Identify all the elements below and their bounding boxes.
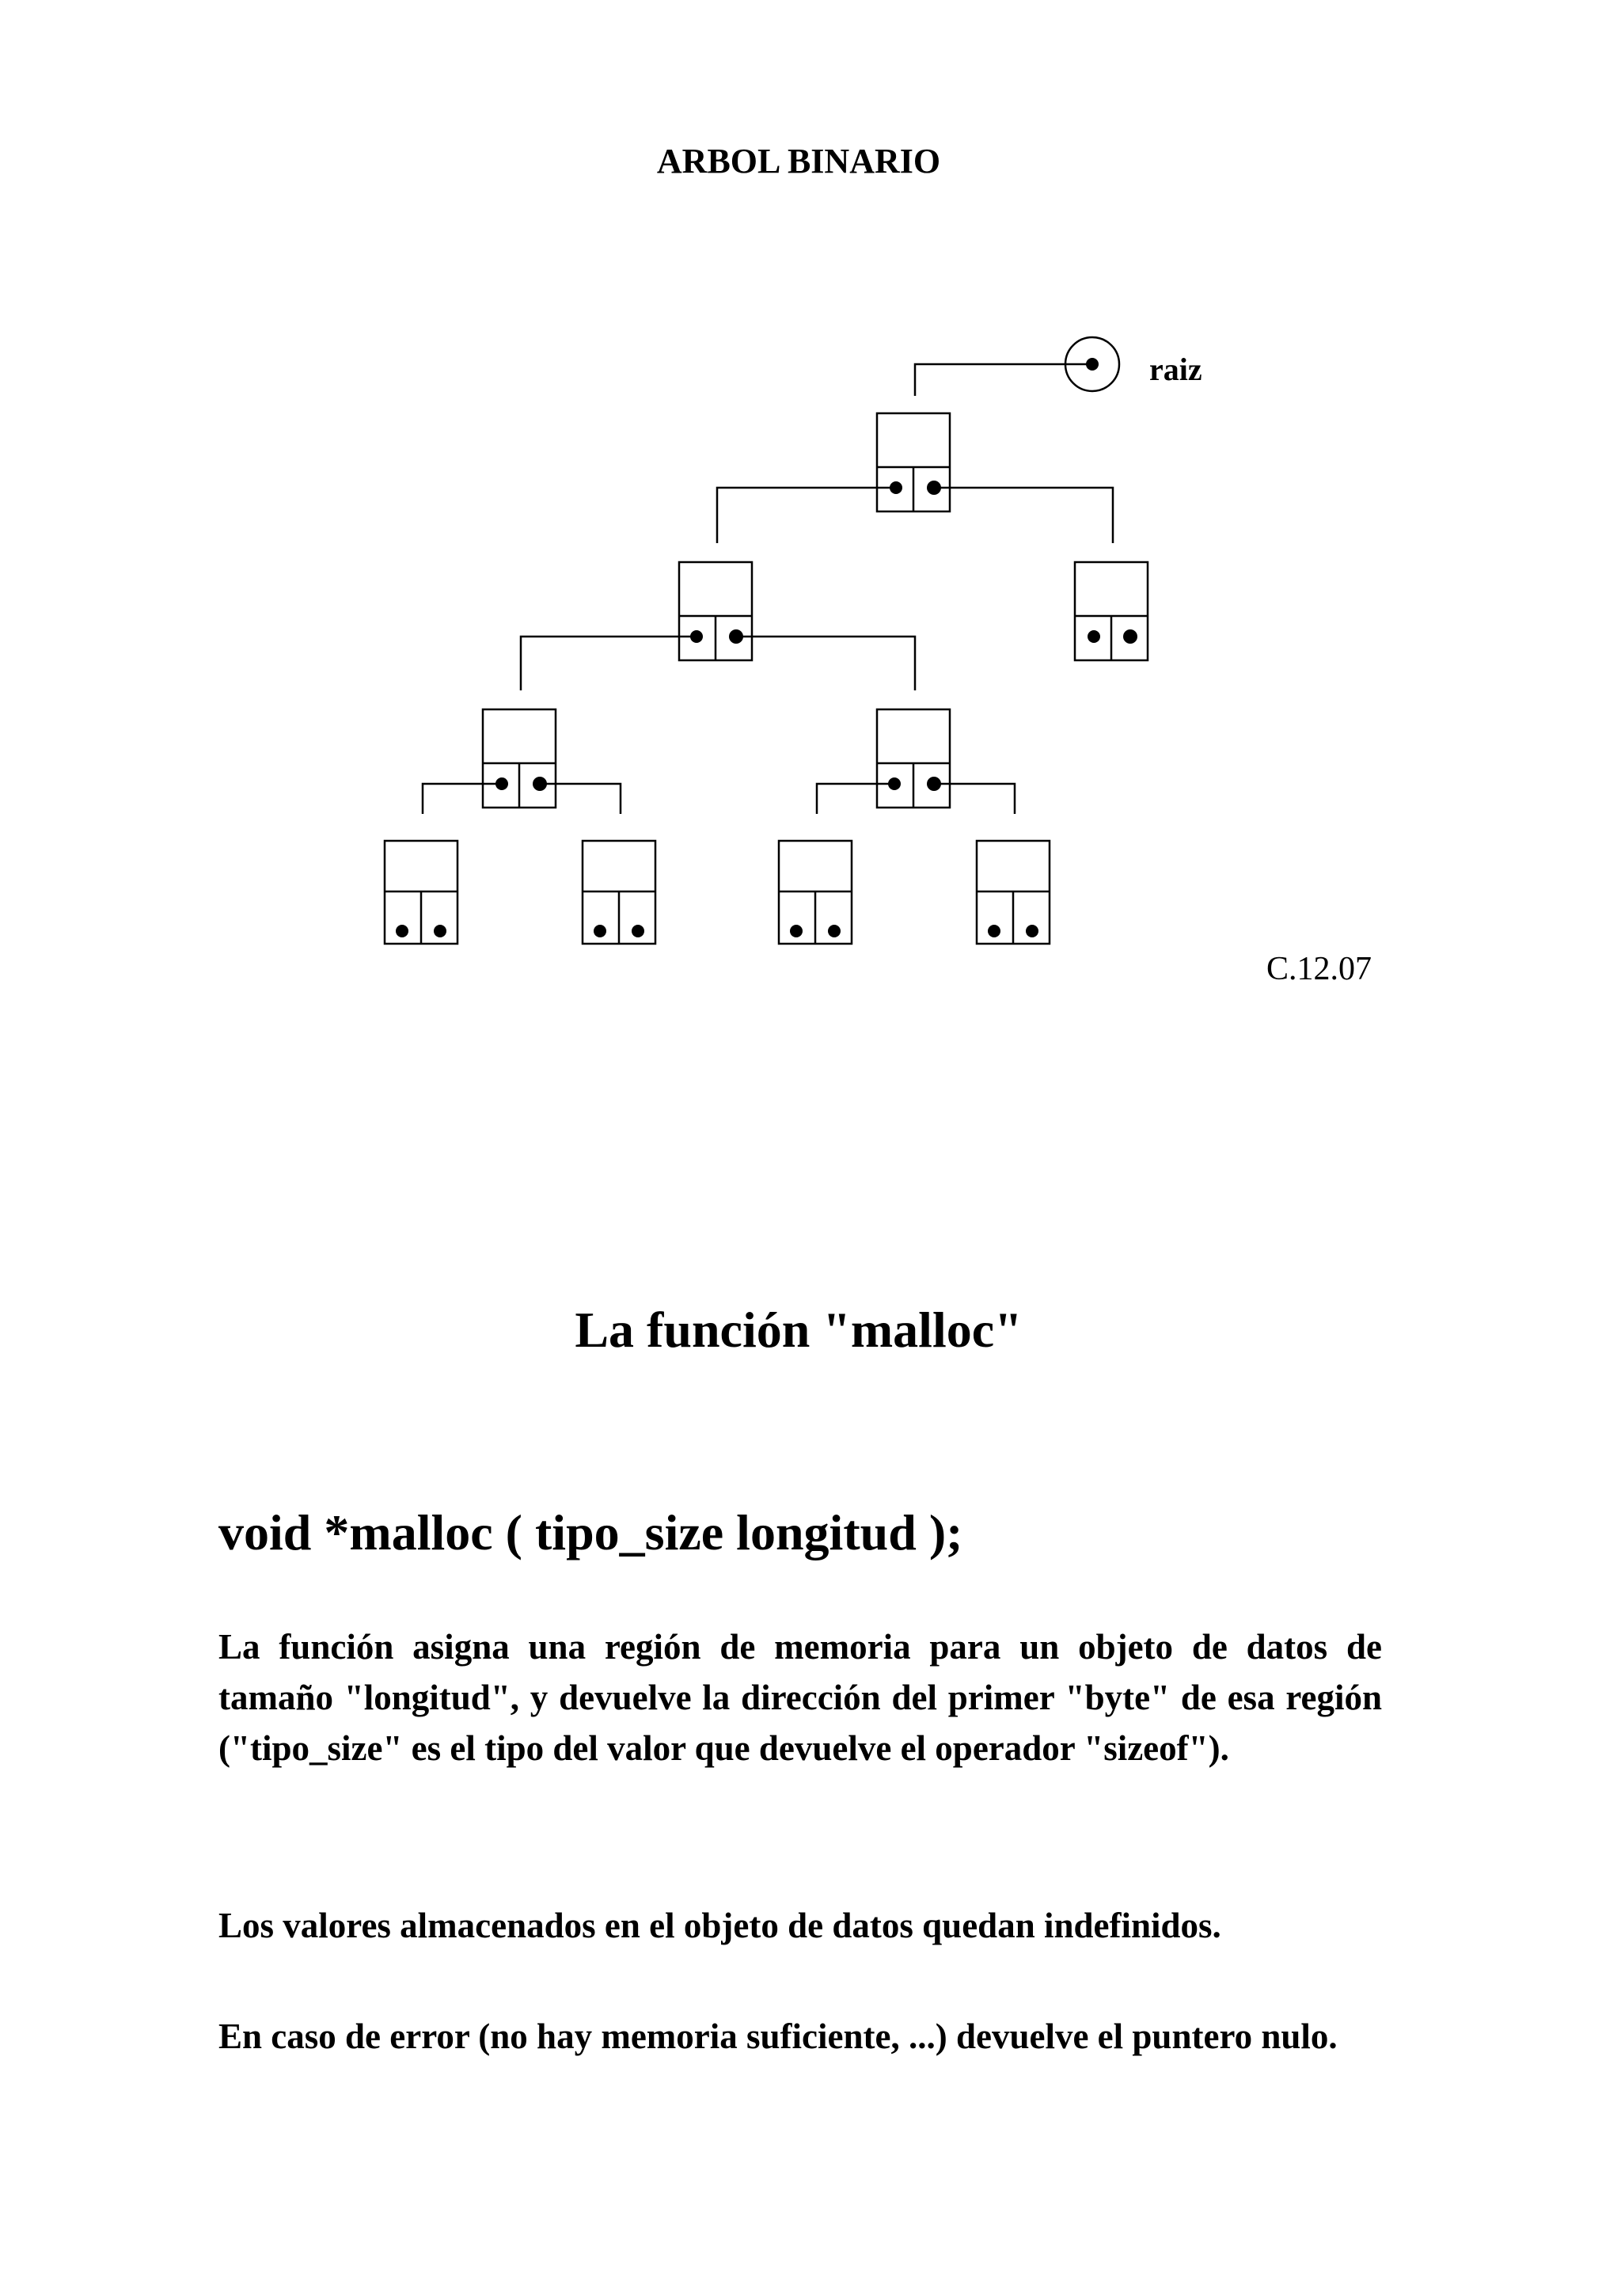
tree-node-n1	[877, 413, 950, 511]
pointer-dot	[594, 925, 606, 937]
section-heading: La función "malloc"	[575, 1302, 1023, 1358]
pointer-dot	[790, 925, 803, 937]
edge-n2-n4	[521, 637, 697, 690]
pointer-dot	[690, 630, 703, 643]
pointer-dot	[1088, 630, 1100, 643]
pointer-dot	[495, 777, 508, 790]
tree-node-n2	[679, 562, 752, 660]
tree-node-n5	[877, 709, 950, 808]
tree-node-n7	[583, 841, 655, 944]
edge-n1-n3	[934, 488, 1113, 543]
tree-node-n6	[385, 841, 457, 944]
edge-n2-n5	[736, 637, 915, 690]
edge-n1-n2	[717, 488, 896, 543]
description-paragraph: La función asigna una región de memoria para un objeto de datos de tamaño "longitud", y devuelve la dirección del primer "byte" de esa región ("tipo_size" es el tipo del valor que devuelve el operador "sizeof").	[218, 1627, 1382, 1768]
root-pointer-label: raiz	[1149, 352, 1202, 387]
pointer-dot	[927, 777, 941, 791]
edge-n5-n8	[817, 784, 894, 814]
tree-node-n3	[1075, 562, 1148, 660]
binary-tree-diagram	[0, 0, 1621, 1029]
error-case-paragraph: En caso de error (no hay memoria suficiente, ...) devuelve el puntero nulo.	[218, 2017, 1338, 2056]
edge-n4-n7	[540, 784, 621, 814]
page-title: ARBOL BINARIO	[656, 142, 941, 181]
pointer-dot	[888, 777, 901, 790]
pointer-dot	[1026, 925, 1038, 937]
pointer-dot	[1086, 358, 1099, 371]
pointer-dot	[1123, 629, 1137, 644]
pointer-dot	[927, 481, 941, 495]
pointer-dot	[632, 925, 644, 937]
edge-n4-n6	[423, 784, 502, 814]
pointer-dot	[434, 925, 446, 937]
undefined-values-paragraph: Los valores almacenados en el objeto de datos quedan indefinidos.	[218, 1906, 1221, 1945]
function-prototype: void *malloc ( tipo_size longitud );	[218, 1504, 963, 1560]
tree-node-n4	[483, 709, 556, 808]
pointer-dot	[729, 629, 743, 644]
pointer-dot	[396, 925, 408, 937]
edge-n5-n9	[934, 784, 1015, 814]
figure-code: C.12.07	[1266, 951, 1372, 987]
pointer-dot	[988, 925, 1000, 937]
pointer-dot	[890, 481, 902, 494]
tree-node-n8	[779, 841, 852, 944]
tree-node-n9	[977, 841, 1050, 944]
pointer-dot	[533, 777, 547, 791]
pointer-dot	[828, 925, 841, 937]
